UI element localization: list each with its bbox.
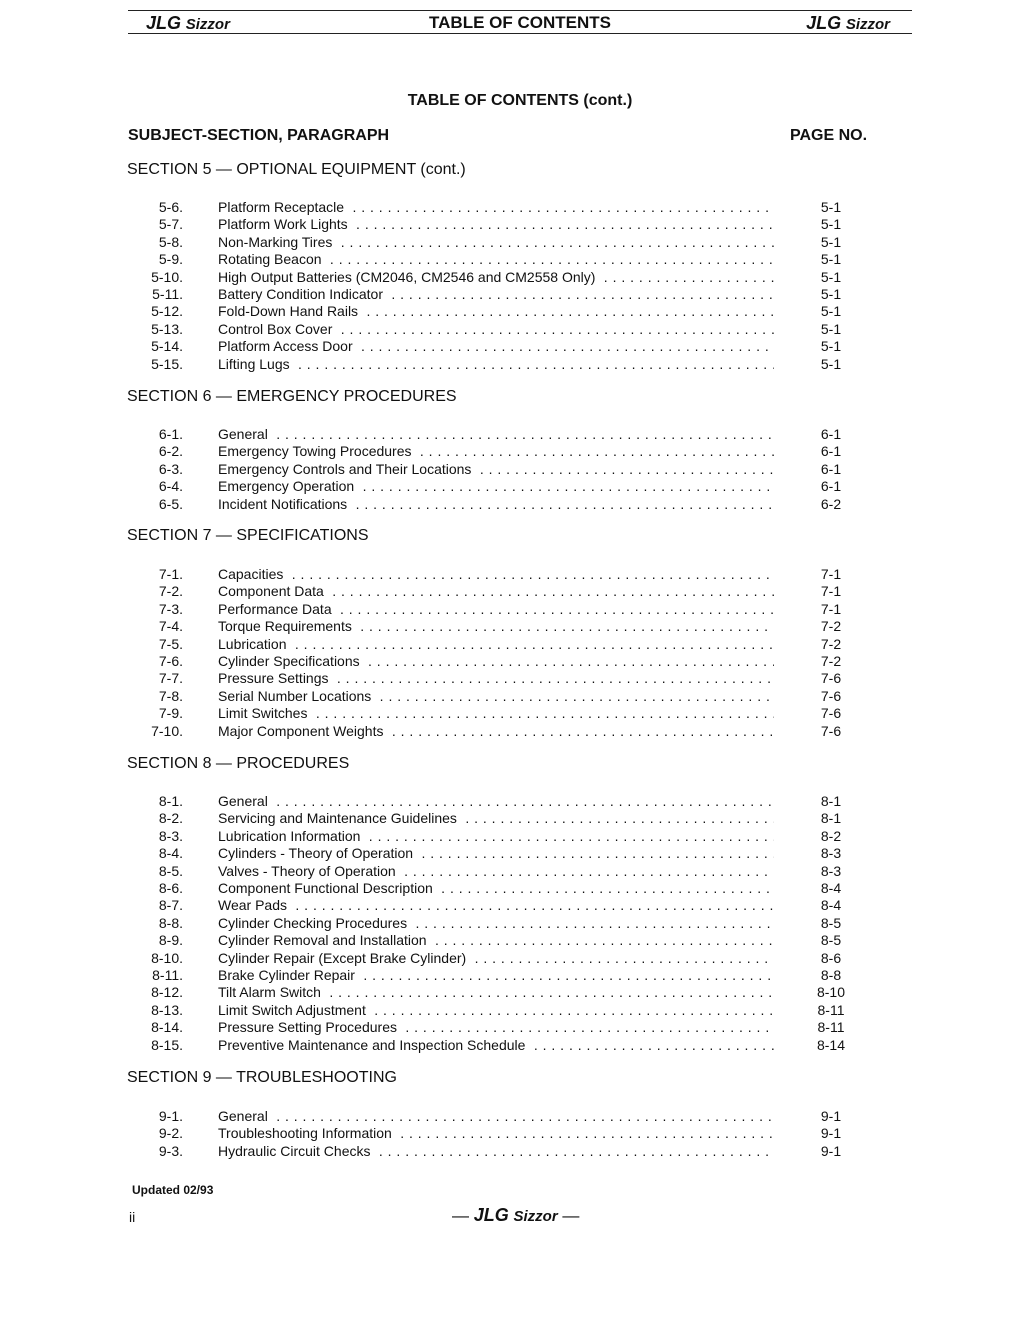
toc-entry-leader [218,566,774,583]
toc-entry-number: 8-13. [151,1002,183,1018]
toc-entry-title: General [218,793,272,809]
toc-entry [0,932,1024,949]
toc-entry-number: 8-3. [158,828,183,844]
toc-entry-number: 5-15. [151,356,183,372]
toc-entry [0,303,1024,320]
toc-entry-leader [218,461,774,478]
toc-entry-title: Component Functional Description [218,880,437,896]
toc-entry-title: General [218,426,272,442]
toc-entry-number: 8-7. [158,897,183,913]
toc-entry [0,566,1024,583]
toc-entry [0,1037,1024,1054]
toc-entry-title: Platform Work Lights [218,216,352,232]
toc-entry-title: Tilt Alarm Switch [218,984,325,1000]
toc-entry-number: 8-9. [158,932,183,948]
toc-entry-leader [218,338,774,355]
toc-entry-title: Wear Pads [218,897,291,913]
footer-page-number: ii [129,1209,136,1225]
toc-entry-leader [218,653,774,670]
header-left-logo: JLG [146,13,182,33]
toc-entry-number: 5-13. [151,321,183,337]
toc-entry-title: Lubrication [218,636,291,652]
toc-entry-title: Emergency Controls and Their Locations [218,461,475,477]
toc-entry-number: 6-2. [158,443,183,459]
footer-dash-left: — [452,1206,469,1225]
toc-entry-title: Incident Notifications [218,496,351,512]
toc-entry-title: Major Component Weights [218,723,387,739]
toc-entry-page: 8-1 [820,810,842,826]
toc-entry-number: 9-3. [158,1143,183,1159]
section-heading: SECTION 5 — OPTIONAL EQUIPMENT (cont.) [127,161,466,178]
toc-entry [0,1143,1024,1160]
toc-entry [0,478,1024,495]
toc-entry [0,426,1024,443]
footer-dash-right: — [562,1206,580,1225]
toc-entry-title: Lifting Lugs [218,356,294,372]
toc-entry-title: Cylinder Repair (Except Brake Cylinder) [218,950,470,966]
toc-entry-leader [218,793,774,810]
header-left-model: Sizzor [185,16,230,33]
toc-entry-page: 8-6 [820,950,842,966]
toc-entry-page: 7-2 [820,653,842,669]
toc-entry-number: 8-6. [158,880,183,896]
toc-entry [0,1125,1024,1142]
toc-entry-page: 9-1 [820,1143,842,1159]
toc-entry [0,636,1024,653]
toc-entry-leader [218,269,774,286]
toc-entry-title: Fold-Down Hand Rails [218,303,362,319]
toc-entry-page: 5-1 [820,269,842,285]
toc-entry [0,705,1024,722]
toc-entry [0,793,1024,810]
toc-entry-leader [218,199,774,216]
toc-entry-number: 7-10. [151,723,183,739]
toc-entry-title: Rotating Beacon [218,251,326,267]
toc-entry-title: Platform Access Door [218,338,357,354]
toc-entry-leader [218,880,774,897]
toc-entry-title: Cylinders - Theory of Operation [218,845,417,861]
toc-entry-title: Cylinder Checking Procedures [218,915,411,931]
toc-entry-title: Capacities [218,566,287,582]
toc-entry-title: Performance Data [218,601,336,617]
toc-entry [0,810,1024,827]
toc-entry [0,863,1024,880]
toc-entry-page: 7-6 [820,723,842,739]
toc-entry-title: Battery Condition Indicator [218,286,387,302]
toc-entry-leader [218,496,774,513]
toc-entry-leader [218,1037,774,1054]
toc-entry-title: Brake Cylinder Repair [218,967,359,983]
toc-entry [0,338,1024,355]
toc-entry-page: 8-8 [820,967,842,983]
toc-entry-number: 5-12. [151,303,183,319]
toc-entry [0,984,1024,1001]
toc-entry-leader [218,810,774,827]
toc-entry-page: 8-4 [820,897,842,913]
toc-entry-number: 5-14. [151,338,183,354]
toc-entry-number: 8-10. [151,950,183,966]
toc-entry [0,723,1024,740]
toc-entry-page: 7-6 [820,688,842,704]
toc-entry-page: 8-11 [817,1002,845,1018]
toc-entry-title: Limit Switches [218,705,311,721]
toc-entry-number: 5-8. [158,234,183,250]
toc-entry-page: 5-1 [820,251,842,267]
toc-entry-title: Limit Switch Adjustment [218,1002,370,1018]
toc-entry-page: 7-1 [820,601,842,617]
toc-entry-title: Pressure Setting Procedures [218,1019,401,1035]
section-heading: SECTION 7 — SPECIFICATIONS [127,527,369,544]
footer-model: Sizzor [513,1208,558,1225]
toc-entry-number: 8-11. [152,967,183,983]
toc-entry-page: 8-3 [820,863,842,879]
toc-entry-number: 8-4. [158,845,183,861]
toc-entry-leader [218,234,774,251]
toc-entry-title: Serial Number Locations [218,688,375,704]
toc-entry-page: 7-2 [820,636,842,652]
toc-entry-title: Valves - Theory of Operation [218,863,400,879]
toc-entry-page: 8-14 [816,1037,846,1053]
toc-entry-leader [218,670,774,687]
toc-entry-page: 8-4 [820,880,842,896]
toc-entry-title: Servicing and Maintenance Guidelines [218,810,461,826]
column-header-subject: SUBJECT-SECTION, PARAGRAPH [128,127,390,144]
toc-entry-leader [218,897,774,914]
toc-entry-title: Troubleshooting Information [218,1125,396,1141]
toc-entry-number: 7-2. [158,583,183,599]
toc-entry-number: 7-1. [158,566,183,582]
toc-entry-leader [218,583,774,600]
toc-entry-title: Preventive Maintenance and Inspection Schedule [218,1037,529,1053]
toc-entry-leader [218,915,774,932]
toc-entry [0,286,1024,303]
toc-entry [0,251,1024,268]
header-right-logo: JLG [806,13,842,33]
toc-entry [0,915,1024,932]
toc-entry-leader [218,967,774,984]
header-right-model: Sizzor [845,16,890,33]
toc-entry [0,216,1024,233]
toc-entry-page: 5-1 [820,199,842,215]
toc-entry-title: Platform Receptacle [218,199,348,215]
toc-entry-number: 9-2. [158,1125,183,1141]
toc-entry-leader [218,1143,774,1160]
footer-updated: Updated 02/93 [132,1183,214,1197]
toc-entry-leader [218,1125,774,1142]
toc-entry [0,1002,1024,1019]
toc-entry-number: 9-1. [158,1108,183,1124]
toc-entry-leader [218,828,774,845]
header-title: TABLE OF CONTENTS [429,13,611,32]
toc-entry-title: Cylinder Removal and Installation [218,932,431,948]
footer-logo: JLG [473,1205,509,1225]
toc-entry-title: Pressure Settings [218,670,333,686]
toc-entry-leader [218,863,774,880]
toc-entry-leader [218,321,774,338]
toc-entry-page: 5-1 [820,338,842,354]
toc-entry-leader [218,601,774,618]
toc-entry-leader [218,356,774,373]
toc-entry-number: 7-3. [158,601,183,617]
toc-entry-number: 8-15. [151,1037,183,1053]
toc-entry-number: 5-10. [151,269,183,285]
toc-entry-leader [218,478,774,495]
toc-entry-number: 7-9. [158,705,183,721]
toc-entry-leader [218,303,774,320]
toc-entry-leader [218,443,774,460]
toc-entry-title: Component Data [218,583,328,599]
header-left-brand [146,13,230,34]
toc-entry [0,269,1024,286]
column-header-page: PAGE NO. [790,127,868,144]
toc-entry-page: 8-10 [816,984,846,1000]
toc-entry-page: 7-1 [820,583,842,599]
toc-entry-page: 8-2 [820,828,842,844]
toc-entry-leader [218,723,774,740]
toc-entry-leader [218,932,774,949]
toc-entry [0,1019,1024,1036]
toc-entry [0,688,1024,705]
toc-entry-number: 8-12. [151,984,183,1000]
header-right-brand [806,13,890,34]
toc-entry-page: 5-1 [820,216,842,232]
toc-entry-number: 8-2. [158,810,183,826]
toc-entry-page: 6-1 [820,461,842,477]
toc-entry-number: 8-5. [158,863,183,879]
toc-entry-title: Emergency Towing Procedures [218,443,416,459]
toc-entry [0,845,1024,862]
toc-entry-page: 6-1 [820,443,842,459]
section-heading: SECTION 6 — EMERGENCY PROCEDURES [127,388,457,405]
toc-entry-number: 5-9. [158,251,183,267]
toc-entry-title: Lubrication Information [218,828,364,844]
toc-entry-leader [218,950,774,967]
toc-entry [0,1108,1024,1125]
section-heading: SECTION 8 — PROCEDURES [127,755,350,772]
toc-entry [0,199,1024,216]
toc-entry-title: Cylinder Specifications [218,653,364,669]
toc-entry-number: 8-1. [158,793,183,809]
toc-entry [0,618,1024,635]
footer-brand [452,1205,579,1226]
toc-entry-title: High Output Batteries (CM2046, CM2546 and CM2558 Only) [218,269,599,285]
toc-entry-number: 7-5. [158,636,183,652]
toc-entry-title: Hydraulic Circuit Checks [218,1143,374,1159]
toc-entry [0,670,1024,687]
toc-entry-leader [218,845,774,862]
toc-entry [0,583,1024,600]
toc-entry-number: 6-1. [158,426,183,442]
toc-entry-number: 7-4. [158,618,183,634]
toc-entry-page: 5-1 [820,234,842,250]
toc-entry-title: Control Box Cover [218,321,336,337]
toc-entry-number: 5-6. [158,199,183,215]
toc-entry-title: General [218,1108,272,1124]
toc-entry-leader [218,705,774,722]
toc-entry-page: 6-1 [820,426,842,442]
toc-entry-page: 8-11 [817,1019,845,1035]
toc-entry-page: 5-1 [820,303,842,319]
toc-entry-page: 7-1 [820,566,842,582]
toc-entry [0,356,1024,373]
toc-entry-leader [218,286,774,303]
toc-entry [0,950,1024,967]
toc-entry [0,496,1024,513]
toc-entry-leader [218,1108,774,1125]
toc-entry-number: 6-5. [158,496,183,512]
toc-entry-leader [218,618,774,635]
toc-entry-page: 6-1 [820,478,842,494]
toc-entry-leader [218,216,774,233]
toc-entry-page: 9-1 [820,1125,842,1141]
toc-entry-page: 6-2 [820,496,842,512]
toc-entry [0,653,1024,670]
toc-entry-page: 5-1 [820,356,842,372]
toc-entry-title: Emergency Operation [218,478,358,494]
page-header [128,10,912,34]
toc-entry-leader [218,984,774,1001]
toc-entry [0,967,1024,984]
toc-entry-number: 6-4. [158,478,183,494]
toc-entry-leader [218,1019,774,1036]
toc-entry-number: 6-3. [158,461,183,477]
toc-entry-page: 8-5 [820,915,842,931]
toc-entry-leader [218,688,774,705]
toc-entry [0,828,1024,845]
toc-entry [0,601,1024,618]
toc-entry-page: 7-2 [820,618,842,634]
toc-entry [0,234,1024,251]
toc-entry [0,880,1024,897]
page-title: TABLE OF CONTENTS (cont.) [407,92,633,109]
toc-entry-page: 8-1 [820,793,842,809]
toc-entry-page: 7-6 [820,670,842,686]
toc-entry-title: Torque Requirements [218,618,356,634]
toc-entry-leader [218,636,774,653]
toc-entry [0,321,1024,338]
toc-entry-number: 8-14. [151,1019,183,1035]
toc-entry-number: 8-8. [158,915,183,931]
toc-entry [0,443,1024,460]
toc-entry-title: Non-Marking Tires [218,234,336,250]
toc-entry-page: 7-6 [820,705,842,721]
toc-entry-number: 5-7. [158,216,183,232]
toc-entry-page: 8-5 [820,932,842,948]
toc-entry [0,897,1024,914]
toc-entry-leader [218,426,774,443]
toc-entry-page: 9-1 [820,1108,842,1124]
toc-entry-number: 7-6. [158,653,183,669]
toc-entry-number: 5-11. [152,286,183,302]
toc-entry-number: 7-8. [158,688,183,704]
toc-entry-leader [218,1002,774,1019]
toc-entry-page: 5-1 [820,286,842,302]
toc-entry [0,461,1024,478]
toc-entry-page: 5-1 [820,321,842,337]
section-heading: SECTION 9 — TROUBLESHOOTING [127,1069,397,1086]
toc-entry-page: 8-3 [820,845,842,861]
toc-entry-number: 7-7. [158,670,183,686]
toc-entry-leader [218,251,774,268]
